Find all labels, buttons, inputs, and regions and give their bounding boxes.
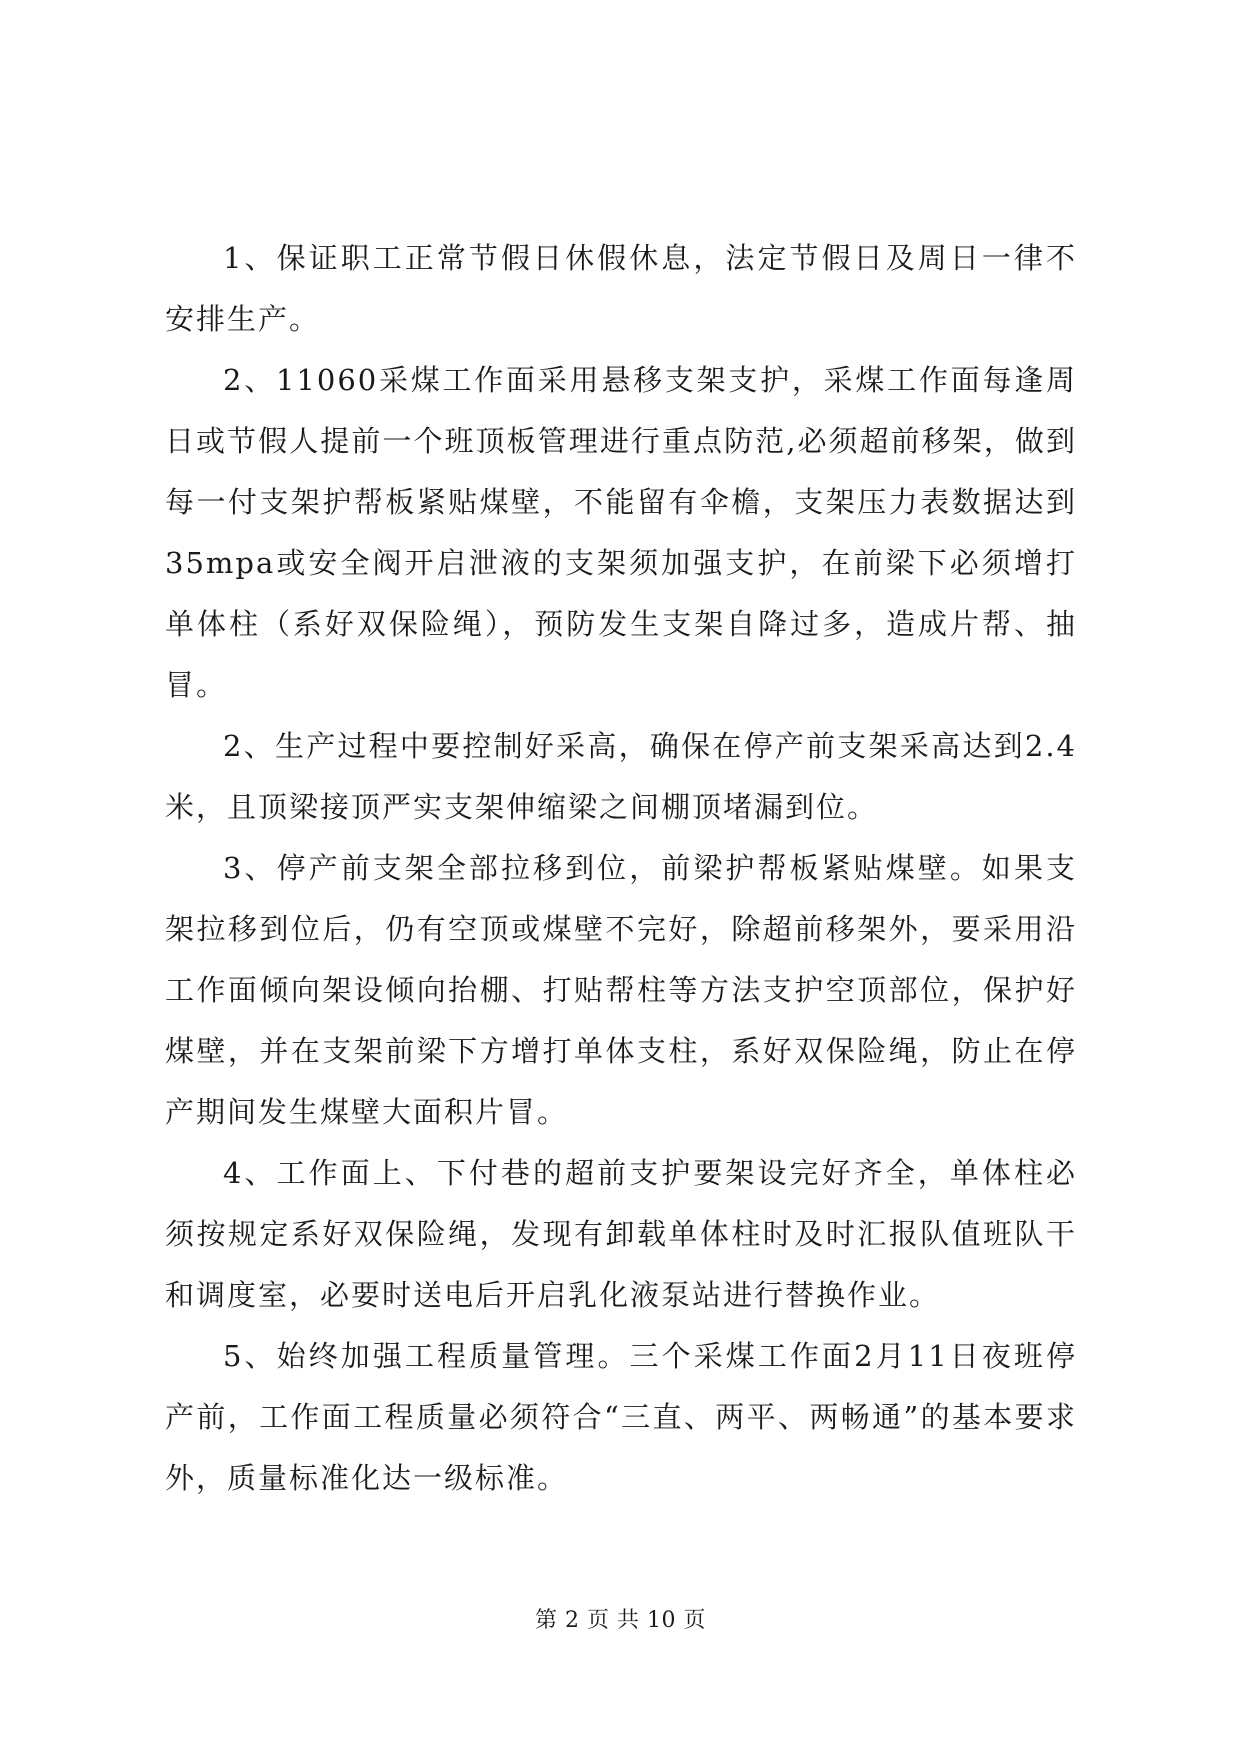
paragraph-1: 1、保证职工正常节假日休假休息，法定节假日及周日一律不安排生产。 (165, 241, 1077, 336)
paragraph-5: 4、工作面上、下付巷的超前支护要架设完好齐全，单体柱必须按规定系好双保险绳，发现有卸载单体柱时及时汇报队值班队干和调度室，必要时送电后开启乳化液泵站进行替换作业。 (165, 1156, 1077, 1312)
page-footer: 第 2 页 共 10 页 (535, 1608, 706, 1633)
paragraph-4: 3、停产前支架全部拉移到位，前梁护帮板紧贴煤壁。如果支架拉移到位后，仍有空顶或煤壁不完好，除超前移架外，要采用沿工作面倾向架设倾向抬棚、打贴帮柱等方法支护空顶部位，保护好煤壁，并在支架前梁下方增打单体支柱，系好双保险绳，防止在停产期间发生煤壁大面积片冒。 (165, 851, 1077, 1129)
paragraph-2: 2、11060采煤工作面采用悬移支架支护，采煤工作面每逢周日或节假人提前一个班顶板管理进行重点防范,必须超前移架，做到每一付支架护帮板紧贴煤壁，不能留有伞檐，支架压力表数据达到35mpa或安全阀开启泄液的支架须加强支护，在前梁下必须增打单体柱（系好双保险绳），预防发生支架自降过多，造成片帮、抽冒。 (165, 363, 1077, 702)
paragraph-3: 2、生产过程中要控制好采高，确保在停产前支架采高达到2.4米，且顶梁接顶严实支架伸缩梁之间棚顶堵漏到位。 (165, 729, 1077, 824)
document-body (165, 228, 1077, 1509)
paragraph-6: 5、始终加强工程质量管理。三个采煤工作面2月11日夜班停产前，工作面工程质量必须符合“三直、两平、两畅通”的基本要求外，质量标准化达一级标准。 (165, 1339, 1077, 1495)
